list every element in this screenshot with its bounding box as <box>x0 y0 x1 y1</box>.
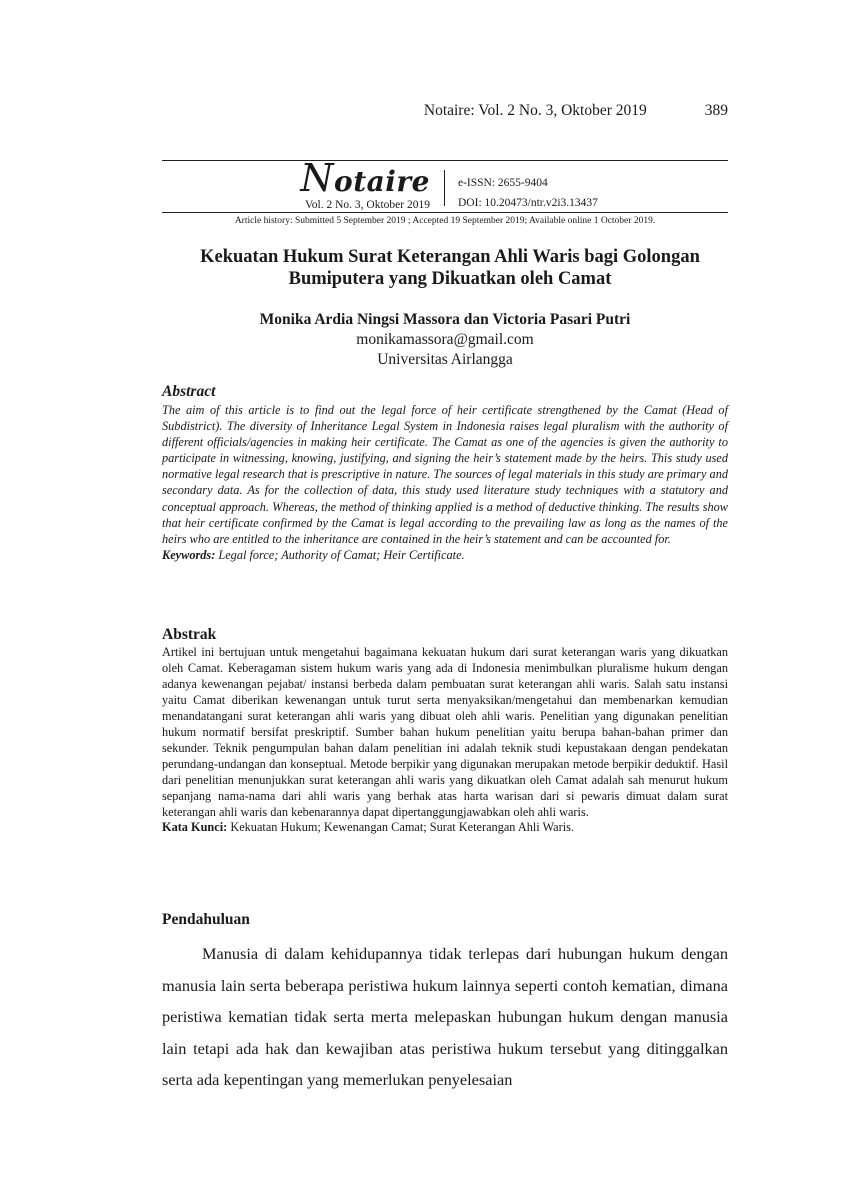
abstrak-heading: Abstrak <box>162 626 217 643</box>
author-email: monikamassora@gmail.com <box>356 331 534 348</box>
keywords-label: Keywords: <box>162 547 216 562</box>
journal-info: Notaire: Vol. 2 No. 3, Oktober 2019 <box>423 102 647 119</box>
abstract-heading: Abstract <box>162 383 216 400</box>
kata-kunci-text: Kekuatan Hukum; Kewenangan Camat; Surat Keterangan Ahli Waris. <box>227 820 575 835</box>
kata-kunci-label: Kata Kunci: <box>162 820 228 835</box>
introduction <box>162 938 728 1096</box>
masthead-right <box>458 173 598 213</box>
author-names: Monika Ardia Ningsi Massora dan Victoria Pasari Putri <box>259 311 631 328</box>
running-header <box>0 102 728 120</box>
section-heading: Pendahuluan <box>162 911 250 928</box>
article-history: Article history: Submitted 5 September 2019 ; Accepted 19 September 2019; Available online 1 October 2019. <box>234 216 656 226</box>
journal-logo: Notaire <box>300 156 430 200</box>
masthead-left <box>250 156 430 211</box>
volume-line: Vol. 2 No. 3, Oktober 2019 <box>304 199 430 211</box>
masthead-divider <box>444 170 445 206</box>
abstrak-text: Artikel ini bertujuan untuk mengetahui bagaimana kekuatan hukum dari surat keterangan waris yang dikuatkan oleh Camat. Keberagaman sistem hukum waris yang ada di Indonesia menimbulkan pluralisme hukum dengan adanya kewenangan pejabat/ instansi berbeda dalam pembuatan surat keterangan ahli waris. Salah satu instansi yaitu Camat diberikan kewenangan untuk turut serta menyaksikan/mengetahui dan membenarkan kemudian menandatangani surat keterangan ahli waris yang dibuat oleh ahli waris. Penelitian yang digunakan penelitian hukum normatif bersifat preskriptif. Sumber bahan hukum penelitian yaitu berupa bahan-bahan primer dan sekunder. Teknik pengumpulan bahan dalam penelitian ini adalah teknik studi kepustakaan dengan pendekatan perundang-undangan dan konseptual. Metode berpikir yang digunakan merupakan metode berpikir deduktif. Hasil dari penelitian menunjukkan surat keterangan ahli waris yang dikuatkan oleh Camat adalah sah menurut hukum sepanjang nama-nama dari ahli waris yang berhak atas harta warisan dari si pewaris dimuat dalam surat keterangan ahli waris dan kebenarannya dapat dipertanggungjawabkan oleh ahli waris. <box>162 645 728 819</box>
intro-paragraph: Manusia di dalam kehidupannya tidak terlepas dari hubungan hukum dengan manusia lain serta beberapa peristiwa hukum lainnya seperti contoh kematian, dimana peristiwa kematian tidak serta merta melepaskan hubungan hukum dengan manusia lain tetapi ada hak dan kewajiban atas peristiwa hukum tersebut yang ditinggalkan serta ada kepentingan yang memerlukan penyelesaian <box>162 944 728 1089</box>
author-affiliation: Universitas Airlangga <box>377 351 513 368</box>
abstract-text: The aim of this article is to find out the legal force of heir certificate strengthened by the Camat (Head of Subdistrict). The diversity of Inheritance Legal System in Indonesia raises legal pluralism with the authority of different officials/agencies in making heir certificate. The Camat as one of the agencies is given the authority to participate in witnessing, knowing, justifying, and signing the heir’s statement made by the heirs. This study used normative legal research that is prescriptive in nature. The sources of legal materials in this study are primary and secondary data. As for the collection of data, this study used literature study techniques with a statutory and conceptual approach. Whereas, the method of thinking applied is a method of deductive thinking. The results show that heir certificate confirmed by the Camat is legal according to the prevailing law as long as the names of the heirs who are entitled to the inheritance are contained in the heir’s statement and can be accounted for. <box>162 403 728 546</box>
page-number: 389 <box>704 102 728 119</box>
abstract-body <box>162 402 728 563</box>
eissn: e-ISSN: 2655-9404 <box>458 177 548 189</box>
doi: DOI: 10.20473/ntr.v2i3.13437 <box>458 197 598 209</box>
article-title: Kekuatan Hukum Surat Keterangan Ahli Waris bagi Golongan Bumiputera yang Dikuatkan oleh Camat <box>200 247 700 289</box>
abstrak-body <box>162 645 728 836</box>
author-block <box>162 310 728 370</box>
masthead-top-rule <box>162 160 728 161</box>
keywords-text: Legal force; Authority of Camat; Heir Certificate. <box>215 547 465 562</box>
masthead-bottom-rule <box>162 212 728 213</box>
